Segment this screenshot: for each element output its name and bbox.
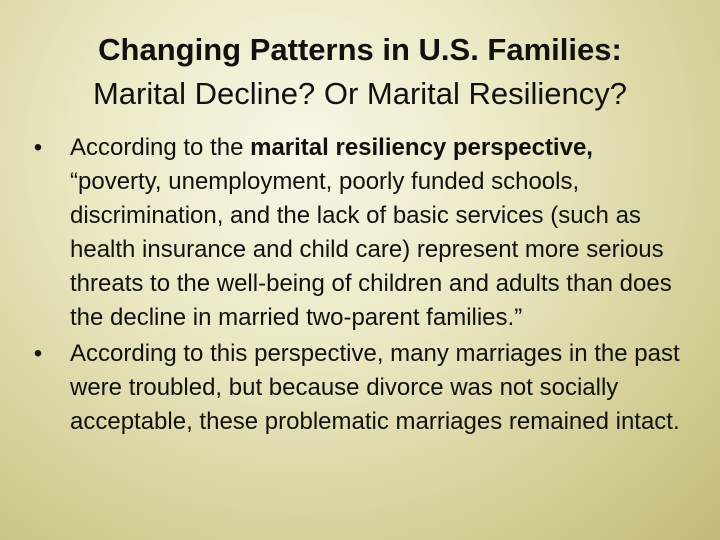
bullet-list <box>28 131 683 441</box>
bullet-dot-icon: • <box>33 134 43 161</box>
bullet-dot-icon: • <box>33 340 43 367</box>
bullet-1-emphasis: marital resiliency perspective, <box>250 134 593 161</box>
bullet-1-text: “poverty, unemployment, poorly funded schools, discrimination, and the lack of basic services (such as health insurance and child care) represent more serious threats to the well-being of children and adults than does the decline in married two-parent families.” <box>70 168 672 331</box>
bullet-item-resiliency-quote <box>28 131 683 335</box>
bullet-2-text: According to this perspective, many marriages in the past were troubled, but because divorce was not socially acceptable, these problematic marriages remained intact. <box>70 340 680 435</box>
bullet-item-troubled-marriages <box>28 337 683 439</box>
title-line-2: Marital Decline? Or Marital Resiliency? <box>92 76 628 111</box>
bullet-1-prefix: According to the <box>70 134 251 161</box>
slide-title <box>0 28 720 116</box>
title-line-1: Changing Patterns in U.S. Families: <box>98 32 622 67</box>
